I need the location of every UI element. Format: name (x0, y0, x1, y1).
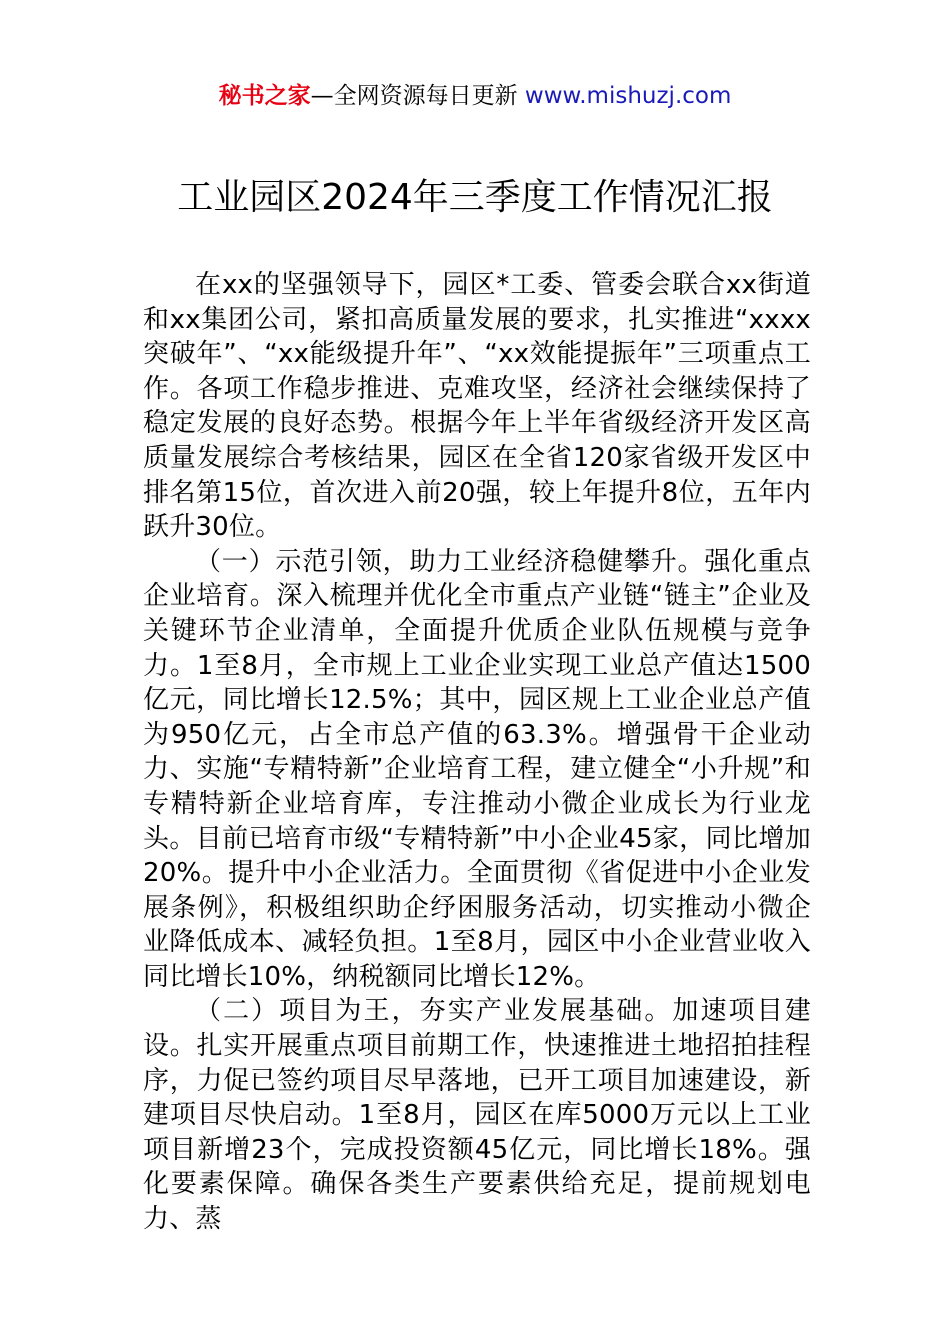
site-url-link[interactable]: www.mishuzj.com (517, 83, 732, 109)
intro-paragraph: 在xx的坚强领导下，园区*工委、管委会联合xx街道和xx集团公司，紧扣高质量发展的要求，扎实推进“xxxx突破年”、“xx能级提升年”、“xx效能提振年”三项重点工作。各项工作稳步推进、克难攻坚，经济社会继续保持了稳定发展的良好态势。根据今年上半年省级经济开发区高质量发展综合考核结果，园区在全省120家省级开发区中排名第15位，首次进入前20强，较上年提升8位，五年内跃升30位。 (143, 270, 811, 543)
document-title: 工业园区2024年三季度工作情况汇报 (177, 177, 773, 218)
header-tagline: —全网资源每日更新 (310, 83, 518, 109)
site-header (0, 80, 950, 112)
brand-name: 秘书之家 (218, 83, 311, 109)
section-two-paragraph: （二）项目为王，夯实产业发展基础。加速项目建设。扎实开展重点项目前期工作，快速推进土地招拍挂程序，力促已签约项目尽早落地，已开工项目加速建设，新建项目尽快启动。1至8月，园区在库5000万元以上工业项目新增23个，完成投资额45亿元，同比增长18%。强化要素保障。确保各类生产要素供给充足，提前规划电力、蒸 (143, 996, 811, 1235)
section-one-paragraph: （一）示范引领，助力工业经济稳健攀升。强化重点企业培育。深入梳理并优化全市重点产业链“链主”企业及关键环节企业清单，全面提升优质企业队伍规模与竞争力。1至8月，全市规上工业企业实现工业总产值达1500亿元，同比增长12.5%；其中，园区规上工业企业总产值为950亿元，占全市总产值的63.3%。增强骨干企业动力、实施“专精特新”企业培育工程，建立健全“小升规”和专精特新企业培育库，专注推动小微企业成长为行业龙头。目前已培育市级“专精特新”中小企业45家，同比增加20%。提升中小企业活力。全面贯彻《省促进中小企业发展条例》，积极组织助企纾困服务活动，切实推动小微企业降低成本、减轻负担。1至8月，园区中小企业营业收入同比增长10%，纳税额同比增长12%。 (143, 546, 811, 992)
document-body (143, 268, 811, 1237)
